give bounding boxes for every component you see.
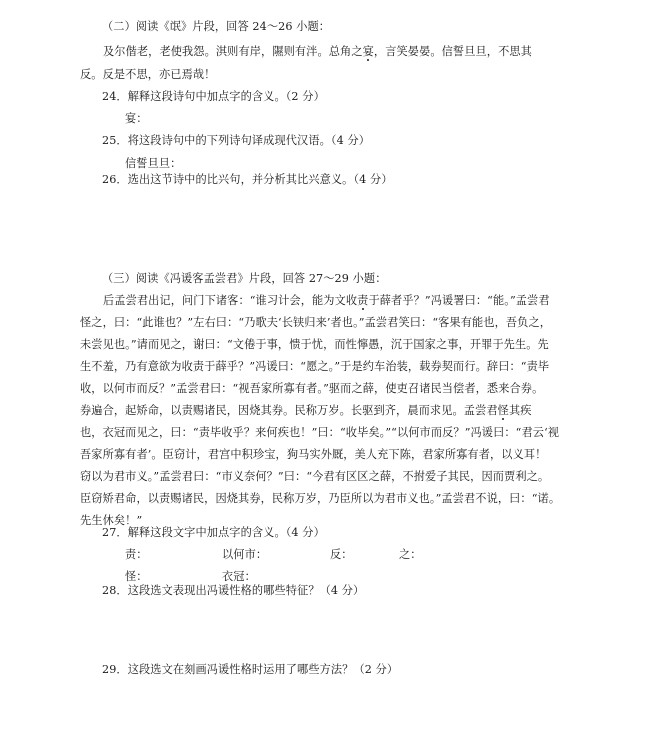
emphasis-dot-char: 宴	[362, 45, 374, 58]
passage-line-2: 怪之，曰：“此谁也？”左右曰：“乃歌夫‘长铗归来’者也。”孟尝君笑曰：“客果有能也，吾负之，	[80, 316, 552, 329]
section-3-heading: （三）阅读《冯谖客孟尝君》片段，回答 27～29 小题：	[102, 272, 387, 285]
passage-line-10: 臣窃矫君命，以责赐诸民，因烧其券，民称万岁，乃臣所以为君市义也。”孟尝君不说，曰：“诺。	[80, 492, 561, 505]
passage-line-6: 券遍合，起矫命，以责赐诸民，因烧其券。民称万岁。长驱到齐，晨而求见。孟尝君怪其疾	[80, 404, 532, 417]
q27-item-2: 以何市：	[222, 548, 268, 561]
q27-item-3: 反：	[330, 548, 353, 561]
question-24: 24．解释这段诗句中加点字的含义。（2 分）	[102, 90, 325, 103]
question-25-item: 信誓旦旦：	[125, 157, 182, 170]
question-29: 29．这段选文在刻画冯谖性格时运用了哪些方法？（2 分）	[102, 663, 399, 676]
passage-line-1: 后孟尝君出记，问门下诸客：“谁习计会，能为文收责于薛者乎？”冯谖署曰：“能。”孟尝君	[103, 294, 550, 307]
q27-item-6: 衣冠：	[222, 570, 256, 583]
q27-item-5: 怪：	[125, 570, 148, 583]
question-26: 26．选出这节诗中的比兴句，并分析其比兴意义。（4 分）	[102, 173, 393, 186]
section-2-heading: （二）阅读《氓》片段，回答 24～26 小题：	[102, 20, 331, 33]
passage-line-3: 未尝见也。”请而见之，谢曰：“文倦于事，愦于忧，而性懧愚，沉于国家之事，开罪于先生。先	[80, 338, 549, 351]
passage-line-11: 先生休矣！”	[80, 514, 143, 527]
question-24-item: 宴：	[125, 112, 148, 125]
emphasis-dot-char: 怪	[497, 404, 509, 417]
poem-line-1: 及尔偕老，老使我怨。淇则有岸，隰则有泮。总角之宴，言笑晏晏。信誓旦旦，不思其	[103, 45, 532, 58]
passage-line-4: 生不羞，乃有意欲为收责于薛乎？”冯谖曰：“愿之。”于是约车治装，载券契而行。辞曰：“责毕	[80, 360, 550, 373]
passage-line-7: 也，衣冠而见之，曰：“责毕收乎？来何疾也！”曰：“收毕矣。”“以何市而反？”冯谖曰：“君云‘视	[80, 426, 560, 439]
passage-line-9: 窃以为君市义。”孟尝君曰：“市义奈何？”曰：“今君有区区之薛，不拊爱子其民，因而贾利之。	[80, 470, 550, 483]
emphasis-dot-char: 责	[357, 294, 369, 307]
question-25: 25．将这段诗句中的下列诗句译成现代汉语。（4 分）	[102, 134, 371, 147]
question-28: 28．这段选文表现出冯谖性格的哪些特征？（4 分）	[102, 584, 365, 597]
passage-line-8: 吾家所寡有者’。臣窃计，君宫中积珍宝，狗马实外厩，美人充下陈，君家所寡有者，以义耳！	[80, 448, 547, 461]
q27-item-1: 责：	[125, 548, 148, 561]
question-27: 27．解释这段文字中加点字的含义。（4 分）	[102, 526, 325, 539]
poem-line-2: 反。反是不思，亦已焉哉！	[80, 68, 216, 81]
q27-item-4: 之：	[399, 548, 422, 561]
passage-line-5: 收，以何市而反？”孟尝君曰：“视吾家所寡有者。”驱而之薛，使吏召诸民当偿者，悉来合券。	[80, 382, 544, 395]
